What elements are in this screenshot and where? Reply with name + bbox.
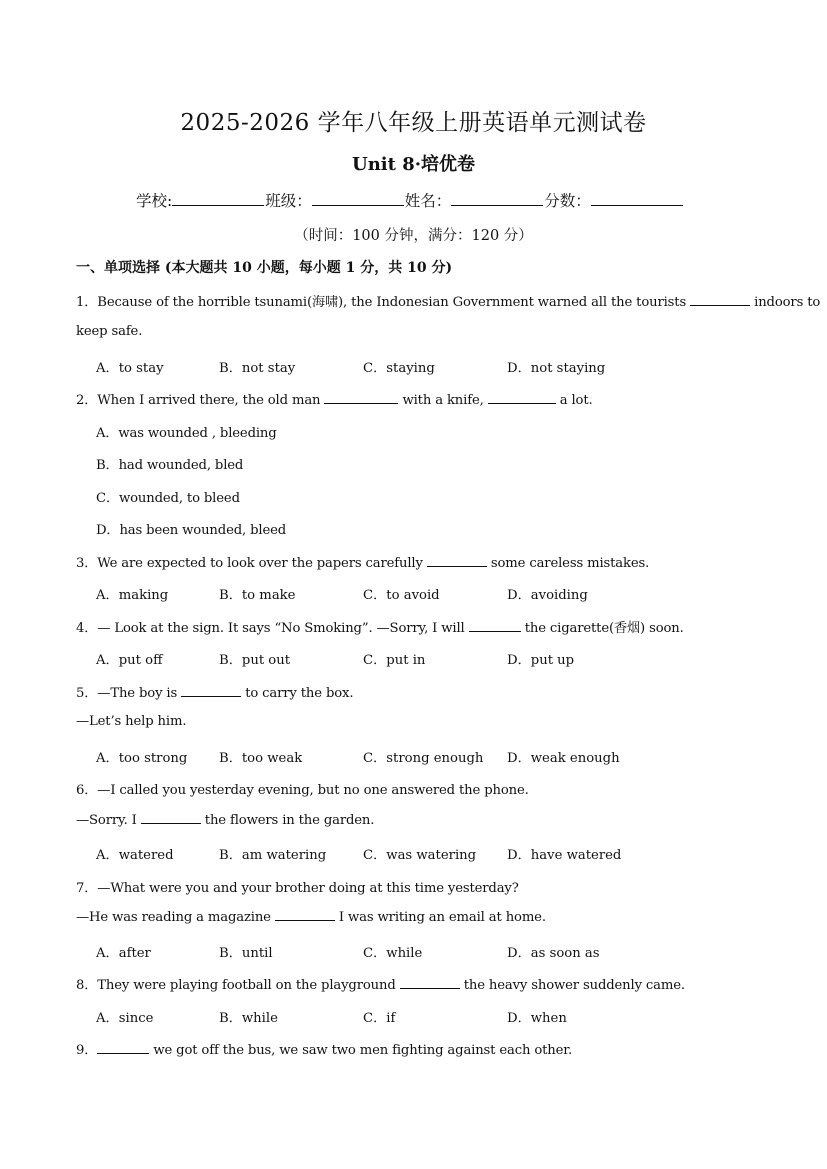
q8-text-post: the heavy shower suddenly came.: [459, 978, 685, 993]
q2-option-d[interactable]: D．has been wounded, bleed: [96, 523, 287, 538]
question-1-line-2: keep safe.: [76, 324, 143, 339]
q1-option-a[interactable]: A．to stay: [96, 361, 164, 376]
q3-text-post: some careless mistakes.: [486, 556, 650, 571]
q1-answer-blank[interactable]: [690, 294, 750, 306]
q8-option-c[interactable]: C．if: [363, 1011, 396, 1026]
q6-text-post: the flowers in the garden.: [200, 813, 375, 828]
q5-answer-blank[interactable]: [181, 685, 241, 697]
q1-text-post: indoors to: [750, 295, 821, 310]
q9-answer-blank[interactable]: [97, 1042, 149, 1054]
question-2-line: [76, 389, 593, 408]
q7-text-post: I was writing an email at home.: [334, 910, 546, 925]
class-label: 班级：: [265, 192, 312, 210]
q4-option-b[interactable]: B．put out: [219, 653, 291, 668]
q1-option-c[interactable]: C．staying: [363, 361, 435, 376]
question-5-line-2: —Let’s help him.: [76, 714, 187, 729]
question-5-line-1: [76, 682, 353, 701]
q5-option-a[interactable]: A．too strong: [96, 751, 188, 766]
q6-answer-blank[interactable]: [141, 812, 201, 824]
q5-text-pre: 5．—The boy is: [76, 686, 182, 701]
q9-text-post: we got off the bus, we saw two men fighting against each other.: [149, 1043, 573, 1058]
school-blank[interactable]: [172, 192, 264, 206]
student-info-row: [136, 189, 684, 211]
q6-text-pre: —Sorry. I: [76, 813, 141, 828]
q8-text-pre: 8．They were playing football on the playground: [76, 978, 400, 993]
question-6-line-2: [76, 812, 374, 828]
q3-answer-blank[interactable]: [427, 555, 487, 567]
q2-answer-blank-1[interactable]: [324, 392, 398, 404]
q8-answer-blank[interactable]: [400, 977, 460, 989]
question-7-line-1: 7．—What were you and your brother doing at this time yesterday?: [76, 881, 519, 896]
class-blank[interactable]: [312, 192, 404, 206]
q7-option-c[interactable]: C．while: [363, 946, 423, 961]
q5-option-b[interactable]: B．too weak: [219, 751, 303, 766]
q4-option-c[interactable]: C．put in: [363, 653, 426, 668]
q3-option-d[interactable]: D．avoiding: [507, 588, 588, 603]
question-3-line: [76, 552, 649, 571]
name-label: 姓名：: [404, 192, 452, 210]
q8-option-b[interactable]: B．while: [219, 1011, 278, 1026]
q7-option-d[interactable]: D．as soon as: [507, 946, 600, 961]
q7-text-pre: —He was reading a magazine: [76, 910, 275, 925]
school-label: 学校:: [136, 192, 173, 210]
score-blank[interactable]: [591, 192, 683, 206]
exam-subtitle: Unit 8·培优卷: [352, 154, 475, 175]
question-4-line: [76, 617, 684, 636]
q2-option-b[interactable]: B．had wounded, bled: [96, 458, 244, 473]
q8-option-d[interactable]: D．when: [507, 1011, 567, 1026]
score-label: 分数：: [544, 192, 591, 210]
q3-text-pre: 3．We are expected to look over the papers carefully: [76, 556, 427, 571]
q2-text-mid: with a knife,: [398, 393, 488, 408]
q6-option-b[interactable]: B．am watering: [219, 848, 327, 863]
q5-option-d[interactable]: D．weak enough: [507, 751, 620, 766]
q4-text-post: the cigarette(香烟) soon.: [520, 621, 684, 636]
q2-option-a[interactable]: A．was wounded , bleeding: [96, 426, 277, 441]
time-info: （时间：100 分钟，满分：120 分）: [294, 228, 533, 244]
q9-text-pre: 9．: [76, 1043, 98, 1058]
section-title: 一、单项选择 (本大题共 10 小题，每小题 1 分，共 10 分): [76, 260, 453, 276]
question-8-line: [76, 974, 685, 993]
q6-option-a[interactable]: A．watered: [96, 848, 174, 863]
q3-option-a[interactable]: A．making: [96, 588, 169, 603]
q1-text-pre: 1．Because of the horrible tsunami(海啸), the Indonesian Government warned all the tourists: [76, 295, 691, 310]
exam-title: 2025-2026 学年八年级上册英语单元测试卷: [180, 110, 647, 136]
question-1-line-1: [76, 291, 820, 310]
question-7-line-2: [76, 909, 546, 925]
question-6-line-1: 6．—I called you yesterday evening, but no one answered the phone.: [76, 783, 529, 798]
q7-answer-blank[interactable]: [275, 909, 335, 921]
q6-option-d[interactable]: D．have watered: [507, 848, 622, 863]
q4-text-pre: 4．— Look at the sign. It says “No Smoking”. —Sorry, I will: [76, 621, 469, 636]
q2-text-pre: 2．When I arrived there, the old man: [76, 393, 325, 408]
q3-option-c[interactable]: C．to avoid: [363, 588, 440, 603]
q7-option-b[interactable]: B．until: [219, 946, 273, 961]
q5-option-c[interactable]: C．strong enough: [363, 751, 484, 766]
q4-option-d[interactable]: D．put up: [507, 653, 575, 668]
q3-option-b[interactable]: B．to make: [219, 588, 296, 603]
q4-answer-blank[interactable]: [469, 620, 521, 632]
q2-option-c[interactable]: C．wounded, to bleed: [96, 491, 240, 506]
q8-option-a[interactable]: A．since: [96, 1011, 154, 1026]
q5-text-post: to carry the box.: [241, 686, 354, 701]
q6-option-c[interactable]: C．was watering: [363, 848, 477, 863]
q7-option-a[interactable]: A．after: [96, 946, 151, 961]
name-blank[interactable]: [451, 192, 543, 206]
q2-answer-blank-2[interactable]: [488, 392, 556, 404]
question-9-line: [76, 1039, 572, 1058]
q1-option-d[interactable]: D．not staying: [507, 361, 606, 376]
q4-option-a[interactable]: A．put off: [96, 653, 163, 668]
q1-option-b[interactable]: B．not stay: [219, 361, 296, 376]
q2-text-post: a lot.: [555, 393, 593, 408]
